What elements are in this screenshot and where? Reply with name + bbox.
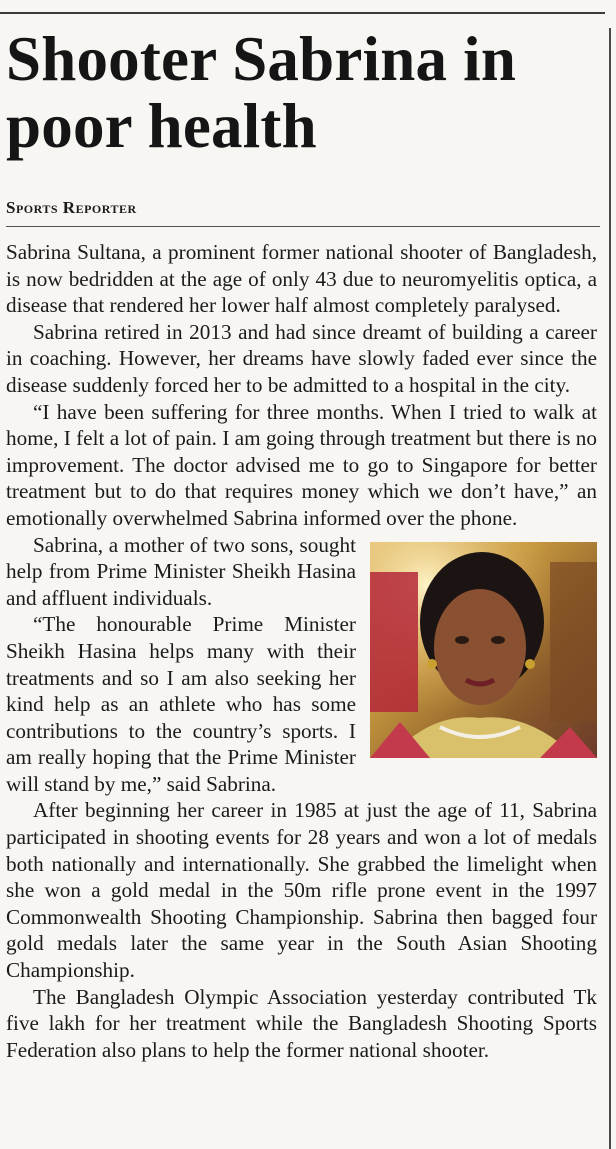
byline: Sports Reporter <box>6 198 137 217</box>
paragraph-4: Sabrina, a mother of two sons, sought help from Prime Minister Sheikh Hasina and affluent individuals. <box>6 532 356 610</box>
paragraph-1: Sabrina Sultana, a prominent former national shooter of Bangladesh, is now bedridden at the age of only 43 due to neuromyelitis optica, a disease that rendered her lower half almost completely paralysed. <box>6 240 597 318</box>
paragraph-6: After beginning her career in 1985 at just the age of 11, Sabrina participated in shooting events for 28 years and won a lot of medals both nationally and internationally. She grabbed the limelight when she won a gold medal in the 50m rifle prone event in the 1997 Commonwealth Shooting Championship. Sabrina then bagged four gold medals later the same year in the South Asian Shooting Championship. <box>6 798 597 983</box>
article-body <box>6 239 597 1063</box>
portrait-photo <box>370 542 597 758</box>
top-rule <box>0 12 605 14</box>
paragraph-7: The Bangladesh Olympic Association yesterday contributed Tk five lakh for her treatment while the Bangladesh Shooting Sports Federation also plans to help the former national shooter. <box>6 984 597 1062</box>
portrait-illustration <box>370 542 597 758</box>
headline: Shooter Sabrina in poor health <box>6 24 517 161</box>
paragraph-5: “The honourable Prime Minister Sheikh Hasina helps many with their treatments and so I am also seeking her kind help as an athlete who has some contributions to the country’s sports. I am really hoping that the Prime Minister will stand by me,” said Sabrina. <box>6 612 356 796</box>
column-rule <box>609 28 611 1149</box>
paragraph-2: Sabrina retired in 2013 and had since dreamt of building a career in coaching. However, her dreams have slowly faded ever since the disease suddenly forced her to be admitted to a hospital in the city. <box>6 319 597 397</box>
paragraph-3: “I have been suffering for three months. When I tried to walk at home, I felt a lot of pain. I am going through treatment but there is no improvement. The doctor advised me to go to Singapore for better treatment but to do that requires money which we don’t have,” an emotionally overwhelmed Sabrina informed over the phone. <box>6 399 597 530</box>
byline-divider <box>6 226 600 227</box>
